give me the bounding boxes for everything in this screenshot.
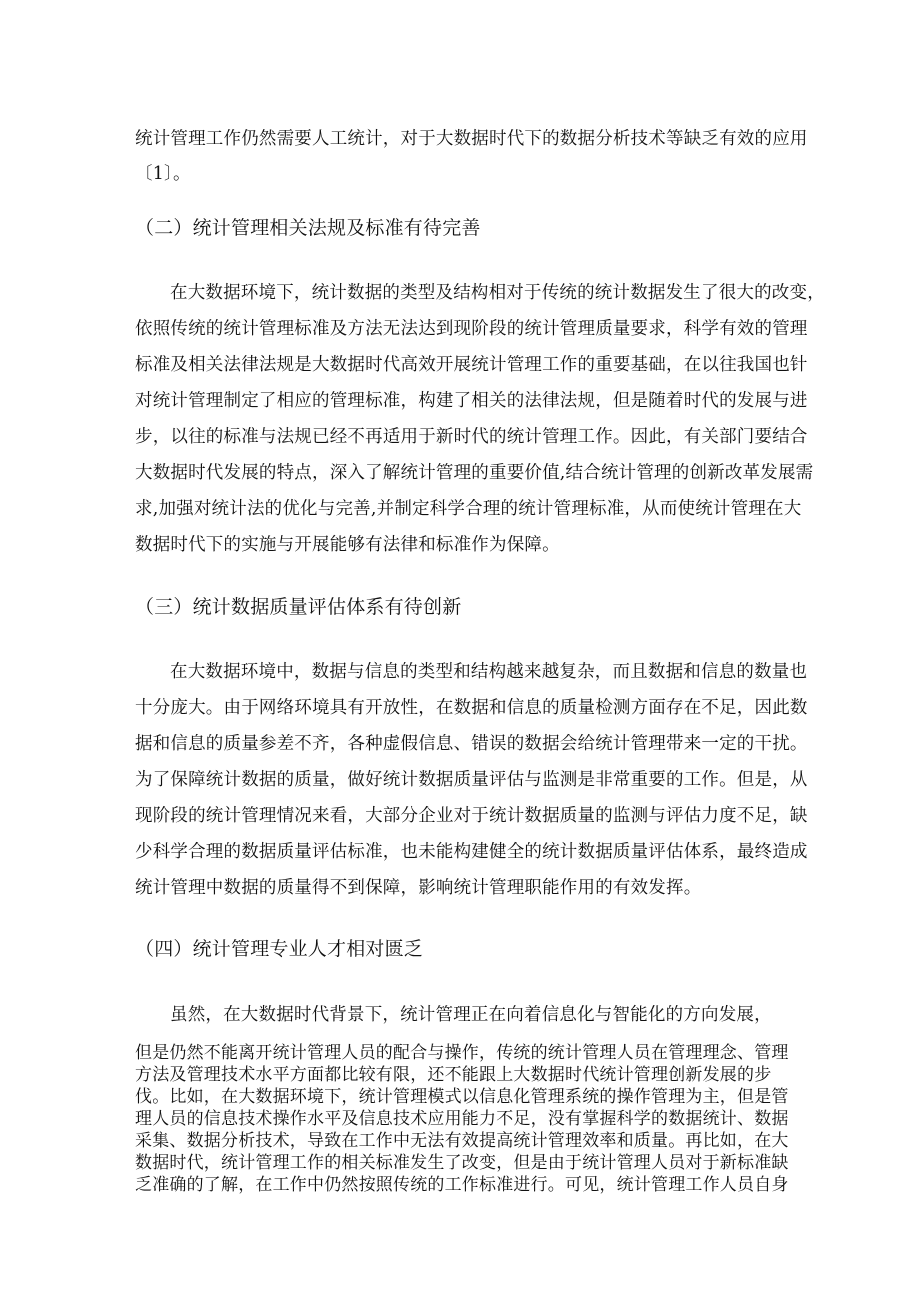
section-heading: （四）统计管理专业人才相对匮乏 <box>135 938 424 960</box>
paragraph-line: 伐。比如，在大数据环境下，统计管理模式以信息化管理系统的操作管理为主，但是管 <box>135 1087 789 1107</box>
paragraph-line: 统计管理中数据的质量得不到保障，影响统计管理职能作用的有效发挥。 <box>135 878 702 898</box>
paragraph-line: 在大数据环境中，数据与信息的类型和结构越来越复杂，而且数据和信息的数量也 <box>170 662 808 682</box>
intro-line: 统计管理工作仍然需要人工统计，对于大数据时代下的数据分析技术等缺乏有效的应用 <box>135 129 808 149</box>
section-heading: （三）统计数据质量评估体系有待创新 <box>135 596 462 618</box>
paragraph-line: 虽然，在大数据时代背景下，统计管理正在向着信息化与智能化的方向发展， <box>170 1005 772 1025</box>
paragraph-line: 依照传统的统计管理标准及方法无法达到现阶段的统计管理质量要求，科学有效的管理 <box>135 319 808 339</box>
paragraph-line: 步，以往的标准与法规已经不再适用于新时代的统计管理工作。因此，有关部门要结合 <box>135 427 808 447</box>
paragraph-line: 对统计管理制定了相应的管理标准，构建了相关的法律法规，但是随着时代的发展与进 <box>135 391 808 411</box>
paragraph-line: 理人员的信息技术操作水平及信息技术应用能力不足，没有掌握科学的数据统计、数据 <box>135 1109 789 1129</box>
paragraph-line: 少科学合理的数据质量评估标准，也未能构建健全的统计数据质量评估体系，最终造成 <box>135 842 808 862</box>
paragraph-line: 数据时代下的实施与开展能够有法律和标准作为保障。 <box>135 535 560 555</box>
paragraph-line: 标准及相关法律法规是大数据时代高效开展统计管理工作的重要基础，在以往我国也针 <box>135 355 808 375</box>
paragraph-line: 大数据时代发展的特点，深入了解统计管理的重要价值,结合统计管理的创新改革发展需 <box>135 463 814 483</box>
paragraph-line: 在大数据环境下，统计数据的类型及结构相对于传统的统计数据发生了很大的改变， <box>170 283 825 303</box>
paragraph-line: 方法及管理技术水平方面都比较有限，还不能跟上大数据时代统计管理创新发展的步 <box>135 1065 772 1085</box>
paragraph-line: 为了保障统计数据的质量，做好统计数据质量评估与监测是非常重要的工作。但是，从 <box>135 770 808 790</box>
paragraph-line: 十分庞大。由于网络环境具有开放性，在数据和信息的质量检测方面存在不足，因此数 <box>135 698 808 718</box>
section-heading: （二）统计管理相关法规及标准有待完善 <box>135 217 481 239</box>
intro-line: 〔1〕。 <box>135 164 191 184</box>
paragraph-line: 采集、数据分析技术，导致在工作中无法有效提高统计管理效率和质量。再比如，在大 <box>135 1131 789 1151</box>
paragraph-line: 据和信息的质量参差不齐，各种虚假信息、错误的数据会给统计管理带来一定的干扰。 <box>135 734 808 754</box>
paragraph-line: 数据时代，统计管理工作的相关标准发生了改变，但是由于统计管理人员对于新标准缺 <box>135 1153 789 1173</box>
paragraph-line: 求,加强对统计法的优化与完善,并制定科学合理的统计管理标准，从而使统计管理在大 <box>135 499 802 519</box>
paragraph-line: 乏准确的了解，在工作中仍然按照传统的工作标准进行。可见，统计管理工作人员自身 <box>135 1175 789 1195</box>
paragraph-line: 现阶段的统计管理情况来看，大部分企业对于统计数据质量的监测与评估力度不足，缺 <box>135 806 808 826</box>
paragraph-line: 但是仍然不能离开统计管理人员的配合与操作，传统的统计管理人员在管理理念、管理 <box>135 1043 789 1063</box>
